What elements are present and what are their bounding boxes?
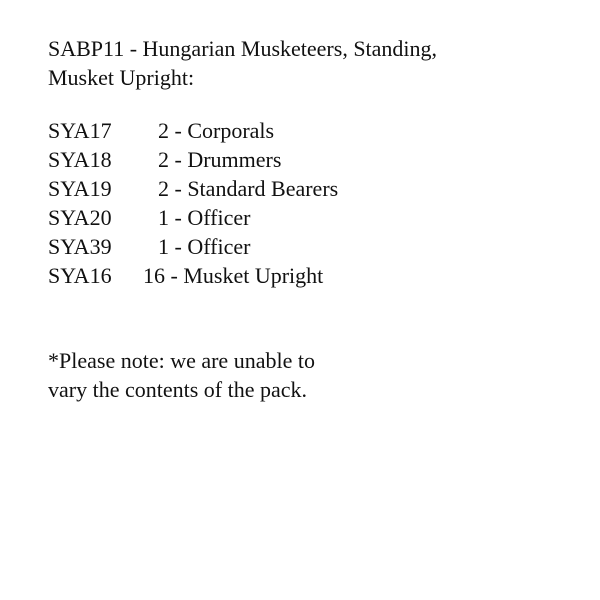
- pack-title-line-1: SABP11 - Hungarian Musketeers, Standing,: [48, 36, 438, 61]
- item-description: 16 - Musket Upright: [143, 263, 324, 288]
- pack-note-line-2: vary the contents of the pack.: [48, 377, 308, 402]
- item-code: SYA16: [48, 263, 112, 288]
- item-code: SYA17: [48, 118, 112, 143]
- contents-row: [48, 116, 568, 145]
- item-code: SYA19: [48, 176, 112, 201]
- item-code: SYA18: [48, 147, 112, 172]
- item-code: SYA20: [48, 205, 112, 230]
- contents-row: [48, 145, 568, 174]
- item-description: 2 - Corporals: [158, 118, 275, 143]
- contents-row: [48, 232, 568, 261]
- pack-title-line-2: Musket Upright:: [48, 65, 195, 90]
- pack-title: [48, 34, 568, 92]
- item-description: 1 - Officer: [158, 205, 251, 230]
- contents-row: [48, 203, 568, 232]
- contents-row: [48, 174, 568, 203]
- item-description: 1 - Officer: [158, 234, 251, 259]
- pack-note-line-1: *Please note: we are unable to: [48, 348, 315, 373]
- item-code: SYA39: [48, 234, 112, 259]
- pack-contents-list: [48, 116, 568, 290]
- item-description: 2 - Drummers: [158, 147, 282, 172]
- item-description: 2 - Standard Bearers: [158, 176, 339, 201]
- contents-row: [48, 261, 568, 290]
- pack-note: [48, 346, 408, 404]
